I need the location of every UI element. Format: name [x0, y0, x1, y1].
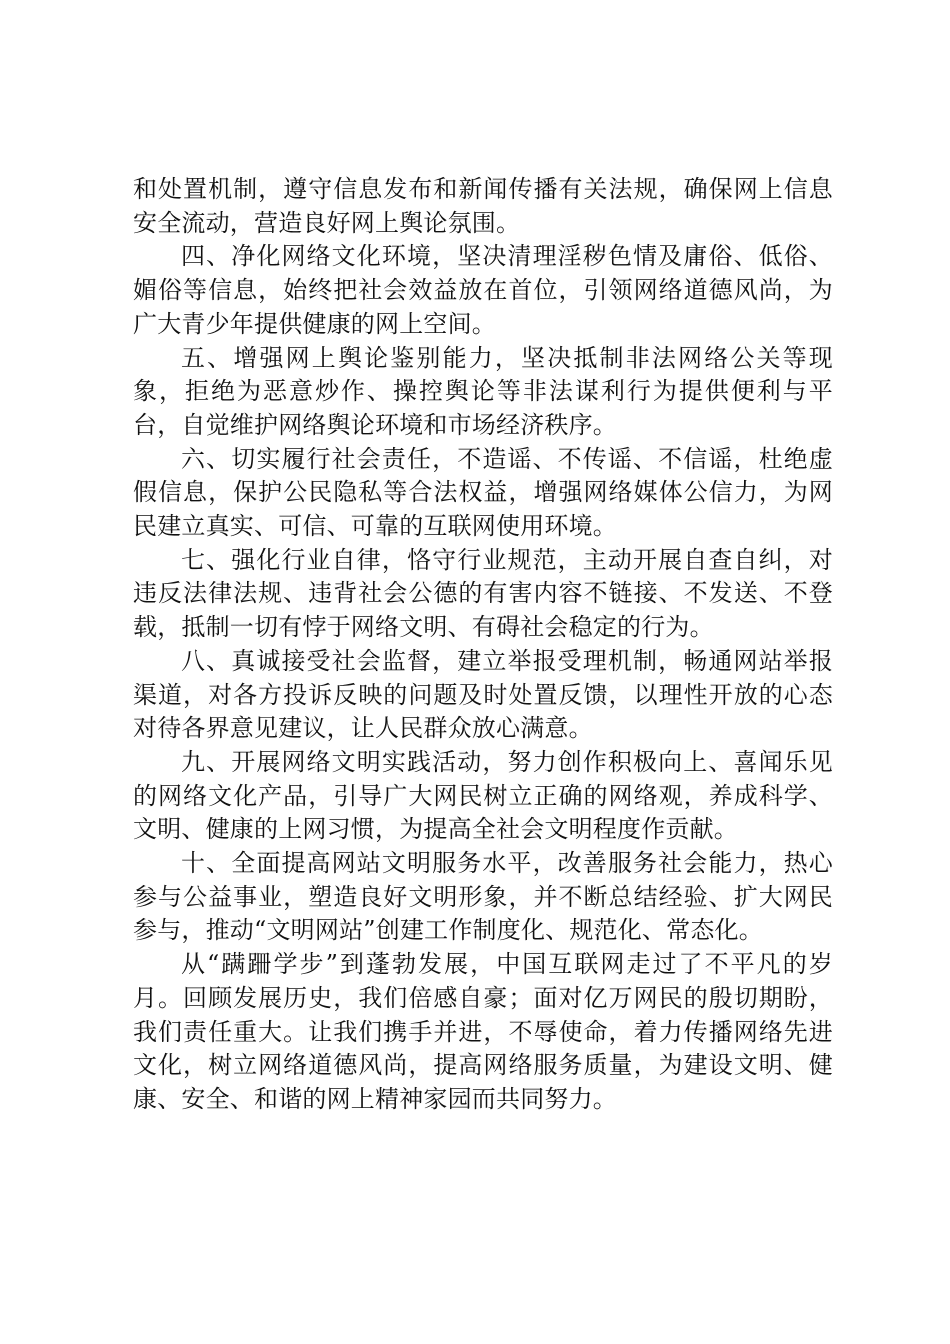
paragraph-item-10: 十、全面提高网站文明服务水平，改善服务社会能力，热心参与公益事业，塑造良好文明形象，并不断总结经验、扩大网民参与，推动“文明网站”创建工作制度化、规范化、常态化。: [133, 849, 833, 945]
paragraph-item-4: 四、净化网络文化环境，坚决清理淫秽色情及庸俗、低俗、媚俗等信息，始终把社会效益放在首位，引领网络道德风尚，为广大青少年提供健康的网上空间。: [133, 242, 833, 338]
document-body: [133, 173, 833, 1117]
paragraph-item-7: 七、强化行业自律，恪守行业规范，主动开展自查自纠，对违反法律法规、违背社会公德的有害内容不链接、不发送、不登载，抵制一切有悖于网络文明、有碍社会稳定的行为。: [133, 545, 833, 642]
paragraph-closing: 从“蹒跚学步”到蓬勃发展，中国互联网走过了不平凡的岁月。回顾发展历史，我们倍感自豪；面对亿万网民的殷切期盼，我们责任重大。让我们携手并进，不辱使命，着力传播网络先进文化，树立网络道德风尚，提高网络服务质量，为建设文明、健康、安全、和谐的网上精神家园而共同努力。: [133, 950, 833, 1113]
paragraph-continuation: 和处置机制，遵守信息发布和新闻传播有关法规，确保网上信息安全流动，营造良好网上舆论氛围。: [133, 175, 833, 237]
paragraph-item-8: 八、真诚接受社会监督，建立举报受理机制，畅通网站举报渠道，对各方投诉反映的问题及时处置反馈，以理性开放的心态对待各界意见建议，让人民群众放心满意。: [133, 646, 833, 743]
paragraph-item-9: 九、开展网络文明实践活动，努力创作积极向上、喜闻乐见的网络文化产品，引导广大网民树立正确的网络观，养成科学、文明、健康的上网习惯，为提高全社会文明程度作贡献。: [133, 747, 833, 844]
paragraph-item-5: 五、增强网上舆论鉴别能力，坚决抵制非法网络公关等现象，拒绝为恶意炒作、操控舆论等非法谋利行为提供便利与平台，自觉维护网络舆论环境和市场经济秩序。: [133, 343, 833, 439]
paragraph-item-6: 六、切实履行社会责任，不造谣、不传谣、不信谣，杜绝虚假信息，保护公民隐私等合法权益，增强网络媒体公信力，为网民建立真实、可信、可靠的互联网使用环境。: [133, 444, 833, 541]
